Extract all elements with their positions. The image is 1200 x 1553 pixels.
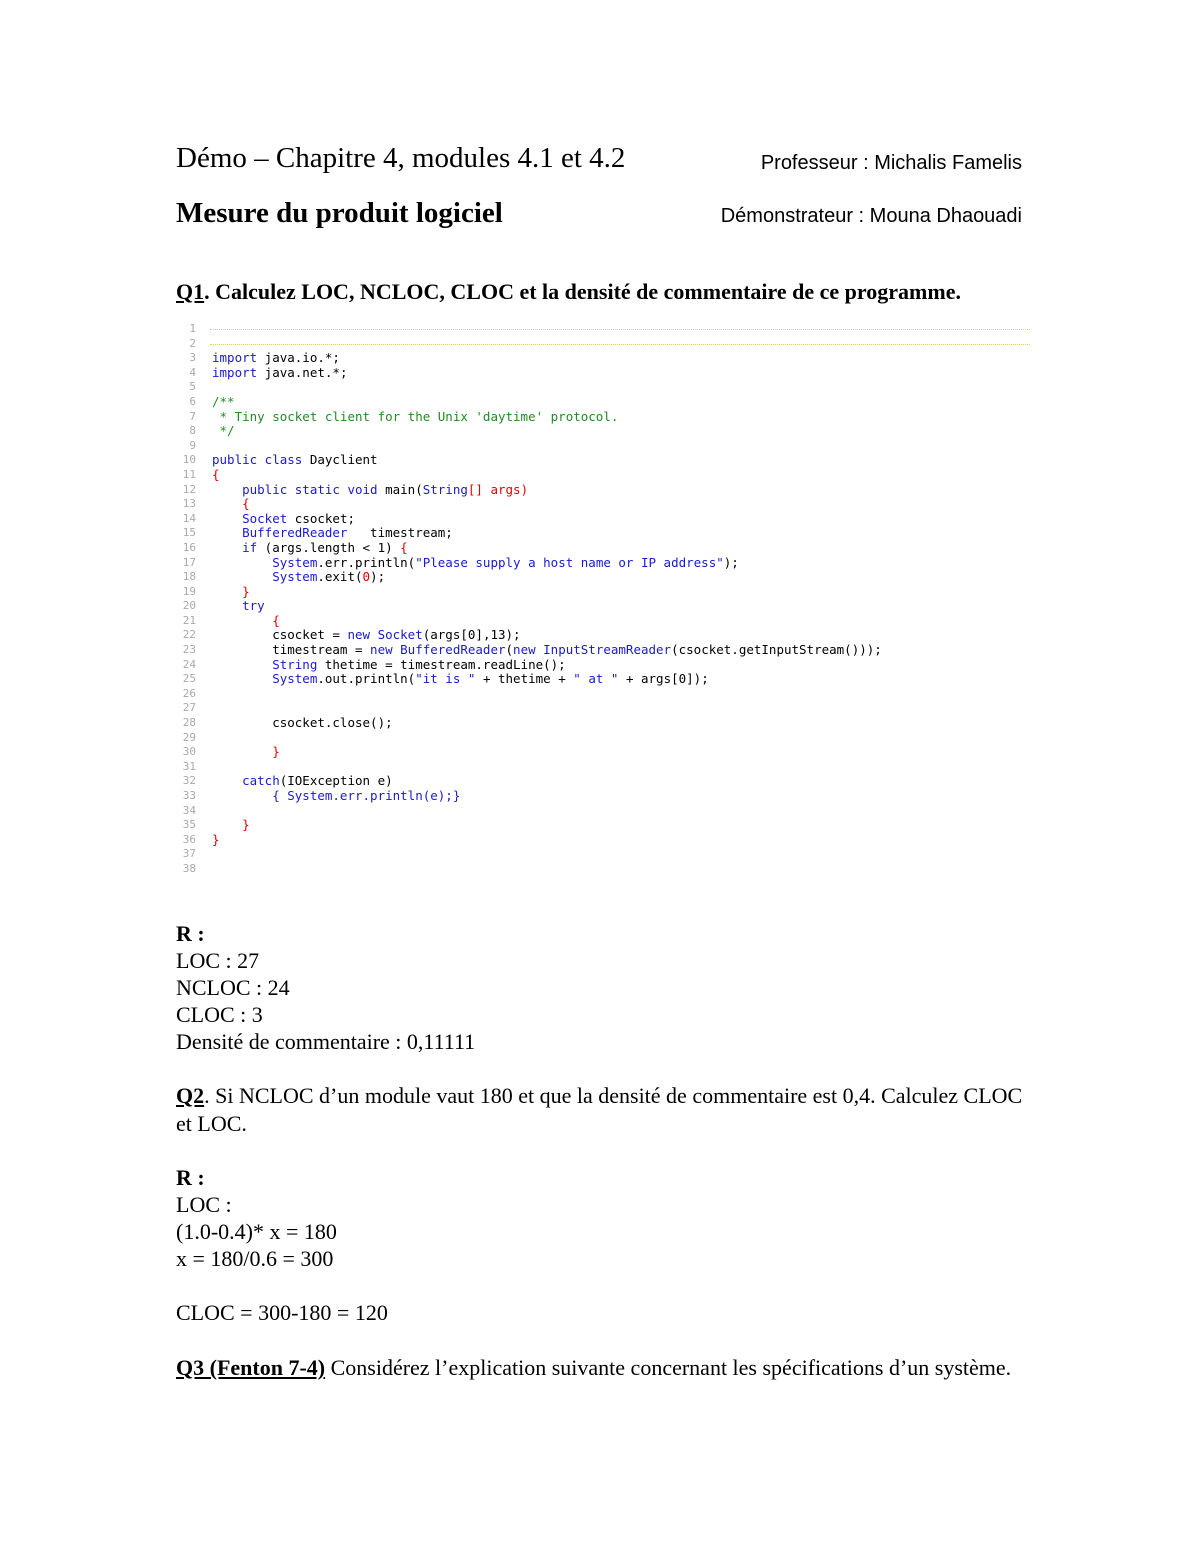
line-number: 18	[182, 570, 196, 584]
code-token: (args[0],13);	[422, 627, 521, 643]
answer-2-line: CLOC = 300-180 = 120	[176, 1300, 388, 1325]
code-text	[212, 453, 378, 468]
code-token: "it is "	[415, 671, 476, 687]
code-token: }	[212, 817, 250, 833]
code-token: (args.length < 1)	[257, 539, 401, 555]
code-line	[170, 322, 1030, 337]
code-line	[170, 526, 1030, 541]
code-text	[212, 556, 739, 571]
code-line	[170, 643, 1030, 658]
code-token: java.net.*;	[257, 364, 348, 380]
code-token: + args[0]);	[618, 671, 709, 687]
code-text	[212, 570, 385, 585]
code-token: System	[212, 554, 318, 570]
code-line	[170, 760, 1030, 775]
code-token: {	[212, 466, 220, 482]
code-line	[170, 512, 1030, 527]
code-token: */	[212, 423, 235, 439]
code-token: BufferedReader	[212, 525, 348, 541]
line-number: 13	[182, 497, 196, 511]
code-text	[212, 672, 709, 687]
code-token: );	[723, 554, 739, 570]
code-line	[170, 453, 1030, 468]
code-line	[170, 804, 1030, 819]
line-number: 26	[182, 686, 196, 700]
line-number: 9	[189, 438, 196, 452]
code-token: (csocket.getInputStream()));	[671, 642, 882, 658]
code-line	[170, 380, 1030, 395]
code-token: );	[370, 569, 386, 585]
question-1-text: . Calculez LOC, NCLOC, CLOC et la densité de commentaire de ce programme.	[204, 279, 961, 304]
question-2	[176, 1082, 1026, 1138]
code-line	[170, 599, 1030, 614]
line-number: 16	[182, 540, 196, 554]
code-token: " at "	[573, 671, 619, 687]
line-number: 34	[182, 803, 196, 817]
code-text	[212, 541, 408, 556]
code-token: + thetime +	[475, 671, 574, 687]
code-token: import	[212, 364, 258, 380]
professor-name: Professeur : Michalis Famelis	[760, 152, 1022, 174]
code-line	[170, 351, 1030, 366]
question-1	[176, 278, 1026, 306]
line-number: 19	[182, 584, 196, 598]
code-token: java.io.*;	[257, 350, 340, 366]
line-number: 24	[182, 657, 196, 671]
line-number: 31	[182, 759, 196, 773]
dotted-rule	[210, 329, 1030, 330]
demonstrator-name: Démonstrateur : Mouna Dhaouadi	[720, 205, 1022, 227]
code-token: String	[212, 656, 318, 672]
line-number: 2	[189, 336, 196, 350]
line-number: 14	[182, 511, 196, 525]
code-token: { System.err.println(e);}	[212, 788, 461, 803]
question-2-text: . Si NCLOC d’un module vaut 180 et que la densité de commentaire est 0,4. Calculez CLOC et LOC.	[176, 1083, 1023, 1136]
line-number: 17	[182, 555, 196, 569]
code-token: {	[212, 612, 280, 628]
code-line	[170, 366, 1030, 381]
code-text	[212, 789, 460, 804]
code-token: Dayclient	[302, 452, 378, 468]
line-number: 10	[182, 453, 196, 467]
code-line	[170, 701, 1030, 716]
code-token: import	[212, 350, 258, 366]
code-text	[212, 658, 566, 673]
line-number: 21	[182, 613, 196, 627]
code-line	[170, 687, 1030, 702]
code-token: (IOException e)	[279, 773, 393, 789]
line-number: 32	[182, 774, 196, 788]
question-3	[176, 1354, 1026, 1382]
code-token: Socket	[212, 510, 288, 526]
code-line	[170, 395, 1030, 410]
code-line	[170, 862, 1030, 877]
code-line	[170, 497, 1030, 512]
code-token: catch	[212, 773, 280, 789]
question-3-text: Considérez l’explication suivante concernant les spécifications d’un système.	[325, 1355, 1012, 1380]
code-text	[212, 745, 280, 760]
code-line	[170, 818, 1030, 833]
line-number: 3	[189, 351, 196, 365]
code-line	[170, 672, 1030, 687]
line-number: 28	[182, 716, 196, 730]
code-text	[212, 512, 355, 527]
line-number: 6	[189, 394, 196, 408]
code-token: {	[212, 496, 250, 512]
answer-1	[176, 920, 475, 1055]
answer-1-line: Densité de commentaire : 0,11111	[176, 1029, 476, 1054]
code-line	[170, 439, 1030, 454]
code-token: try	[212, 598, 265, 614]
code-line	[170, 410, 1030, 425]
code-text	[212, 410, 618, 425]
question-1-label: Q1	[176, 279, 205, 304]
line-number: 5	[189, 380, 196, 394]
answer-2-line: x = 180/0.6 = 300	[176, 1246, 334, 1271]
code-token: if	[212, 539, 258, 555]
line-number: 7	[189, 409, 196, 423]
code-text	[212, 483, 528, 498]
code-line	[170, 789, 1030, 804]
line-number: 36	[182, 832, 196, 846]
line-number: 4	[189, 365, 196, 379]
code-token: }	[212, 744, 280, 760]
code-line	[170, 424, 1030, 439]
code-line	[170, 745, 1030, 760]
document-subtitle: Mesure du produit logiciel	[176, 197, 503, 229]
code-token: /**	[212, 393, 235, 409]
code-text	[212, 643, 882, 658]
line-number: 20	[182, 599, 196, 613]
code-token: "Please supply a host name or IP address"	[415, 554, 724, 570]
line-number: 25	[182, 672, 196, 686]
line-number: 29	[182, 730, 196, 744]
code-token: * Tiny socket client for the Unix 'daytime' protocol.	[212, 408, 619, 424]
code-line	[170, 628, 1030, 643]
code-text	[212, 614, 280, 629]
code-text	[212, 395, 235, 410]
code-token: }	[212, 831, 220, 847]
code-token: .exit(	[317, 569, 363, 585]
line-number: 37	[182, 847, 196, 861]
code-text	[212, 468, 220, 483]
question-2-label: Q2	[176, 1083, 205, 1108]
code-token: public static void	[212, 481, 378, 497]
line-number: 11	[182, 467, 196, 481]
answer-2	[176, 1164, 388, 1326]
code-token: csocket =	[212, 627, 348, 643]
code-token: System	[212, 671, 318, 687]
line-number: 1	[189, 322, 196, 335]
answer-1-line: LOC : 27	[176, 948, 260, 973]
code-token: [] args)	[467, 481, 529, 497]
code-token: csocket;	[287, 510, 355, 526]
answer-1-label: R :	[176, 921, 205, 946]
code-text	[212, 599, 265, 614]
code-token: 0	[362, 569, 371, 585]
answer-2-line: (1.0-0.4)* x = 180	[176, 1219, 337, 1244]
answer-1-line: CLOC : 3	[176, 1002, 263, 1027]
code-token: timestream =	[212, 642, 371, 658]
code-token: new Socket	[347, 627, 423, 643]
code-text	[212, 628, 521, 643]
code-token: csocket.close();	[212, 715, 393, 731]
code-line	[170, 658, 1030, 673]
code-token: {	[400, 539, 408, 555]
answer-2-line	[176, 1272, 388, 1299]
code-token: .out.println(	[317, 671, 416, 687]
code-token: timestream;	[347, 525, 453, 541]
code-token: main(	[377, 481, 423, 497]
code-text	[212, 774, 393, 789]
code-text	[212, 833, 220, 848]
code-line	[170, 585, 1030, 600]
code-line	[170, 774, 1030, 789]
code-line	[170, 847, 1030, 862]
code-token: String	[422, 481, 468, 497]
code-token: thetime = timestream.readLine();	[317, 656, 566, 672]
code-line	[170, 483, 1030, 498]
code-text	[212, 818, 250, 833]
code-token: public class	[212, 452, 303, 468]
code-line	[170, 468, 1030, 483]
answer-2-line: LOC :	[176, 1192, 232, 1217]
line-number: 8	[189, 424, 196, 438]
line-number: 33	[182, 789, 196, 802]
code-line	[170, 833, 1030, 848]
line-number: 12	[182, 482, 196, 496]
line-number: 22	[182, 628, 196, 642]
code-line	[170, 570, 1030, 585]
code-token: new InputStreamReader	[513, 642, 672, 658]
code-line	[170, 614, 1030, 629]
code-text	[212, 424, 235, 439]
document-title: Démo – Chapitre 4, modules 4.1 et 4.2	[176, 142, 626, 174]
code-line	[170, 716, 1030, 731]
code-line	[170, 556, 1030, 571]
code-text	[212, 497, 250, 512]
code-line	[170, 337, 1030, 352]
code-text	[212, 366, 347, 381]
code-token: System	[212, 569, 318, 585]
code-text	[212, 716, 393, 731]
answer-2-label: R :	[176, 1165, 205, 1190]
code-text	[212, 526, 453, 541]
code-token: new BufferedReader	[370, 642, 506, 658]
code-listing	[170, 322, 1030, 877]
code-token: (	[505, 642, 514, 658]
line-number: 23	[182, 643, 196, 657]
line-number: 30	[182, 745, 196, 759]
code-text	[212, 585, 250, 600]
dotted-rule	[210, 344, 1030, 345]
code-text	[212, 351, 340, 366]
line-number: 15	[182, 526, 196, 540]
answer-1-line: NCLOC : 24	[176, 975, 290, 1000]
code-token: .err.println(	[317, 554, 416, 570]
code-line	[170, 731, 1030, 746]
code-line	[170, 541, 1030, 556]
question-3-label: Q3 (Fenton 7-4)	[176, 1355, 326, 1380]
line-number: 38	[182, 861, 196, 875]
line-number: 27	[182, 701, 196, 715]
code-token: }	[212, 583, 250, 599]
line-number: 35	[182, 818, 196, 832]
